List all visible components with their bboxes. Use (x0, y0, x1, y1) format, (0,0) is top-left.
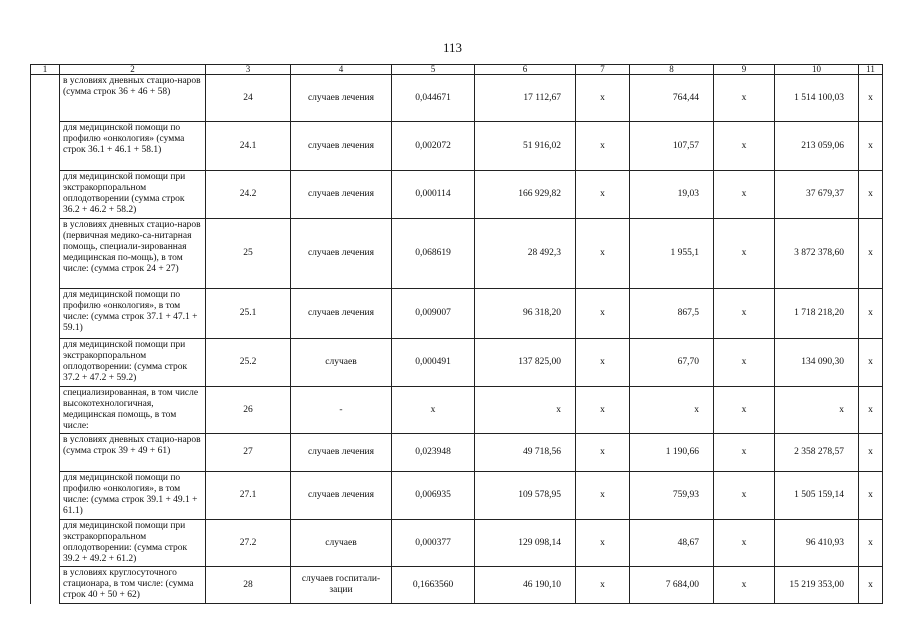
row-description: в условиях дневных стацио-наров (первичная медико-са-нитарная помощь, специали-зированная медицинская по-мощь), в том числе: (сумма строк 24 + 27) (60, 219, 206, 289)
col1-cell (31, 289, 60, 339)
table-row (31, 339, 883, 387)
line-number: 25 (206, 219, 291, 289)
col1-cell (31, 472, 60, 520)
col7-value: x (576, 434, 630, 472)
col5-value: 0,000491 (392, 339, 475, 387)
col7-value: x (576, 122, 630, 171)
col7-value: x (576, 219, 630, 289)
col6-value: 51 916,02 (475, 122, 576, 171)
col10-value: 1 514 100,03 (775, 75, 859, 122)
table-row (31, 219, 883, 289)
row-description: специализированная, в том числе высокотехнологичная, медицинская помощь, в том числе: (60, 387, 206, 434)
col8-value: 48,67 (630, 520, 714, 567)
col1-cell (31, 339, 60, 387)
row-description: для медицинской помощи при экстракорпоральном оплодотворении (сумма строк 36.2 + 46.2 + 58.2) (60, 171, 206, 219)
col6-value: x (475, 387, 576, 434)
col10-value: 1 718 218,20 (775, 289, 859, 339)
col11-value: x (859, 387, 883, 434)
line-number: 25.1 (206, 289, 291, 339)
col10-value: 1 505 159,14 (775, 472, 859, 520)
unit: случаев лечения (291, 289, 392, 339)
col6-value: 17 112,67 (475, 75, 576, 122)
col1-cell (31, 171, 60, 219)
col5-value: 0,002072 (392, 122, 475, 171)
col5-value: 0,068619 (392, 219, 475, 289)
col1-cell (31, 434, 60, 472)
col10-value: 15 219 353,00 (775, 567, 859, 604)
col7-value: x (576, 339, 630, 387)
col8-value: 764,44 (630, 75, 714, 122)
col1-cell (31, 75, 60, 122)
col9-value: x (714, 520, 775, 567)
col11-value: x (859, 289, 883, 339)
col1-cell (31, 122, 60, 171)
col10-value: 213 059,06 (775, 122, 859, 171)
column-number: 9 (714, 65, 775, 75)
col1-cell (31, 567, 60, 604)
col5-value: x (392, 387, 475, 434)
col10-value: 3 872 378,60 (775, 219, 859, 289)
col8-value: 1 955,1 (630, 219, 714, 289)
table-row (31, 122, 883, 171)
unit: случаев госпитали-зации (291, 567, 392, 604)
row-description: для медицинской помощи при экстракорпоральном оплодотворении: (сумма строк 39.2 + 49.2 + 61.2) (60, 520, 206, 567)
column-number: 3 (206, 65, 291, 75)
column-number: 6 (475, 65, 576, 75)
col8-value: 7 684,00 (630, 567, 714, 604)
col5-value: 0,000377 (392, 520, 475, 567)
col10-value: x (775, 387, 859, 434)
column-number: 4 (291, 65, 392, 75)
table-row (31, 472, 883, 520)
col6-value: 49 718,56 (475, 434, 576, 472)
row-description: в условиях дневных стацио-наров (сумма строк 36 + 46 + 58) (60, 75, 206, 122)
unit: случаев лечения (291, 171, 392, 219)
col7-value: x (576, 387, 630, 434)
col7-value: x (576, 520, 630, 567)
col11-value: x (859, 339, 883, 387)
col5-value: 0,006935 (392, 472, 475, 520)
col6-value: 166 929,82 (475, 171, 576, 219)
col1-cell (31, 387, 60, 434)
col11-value: x (859, 122, 883, 171)
row-description: в условиях круглосуточного стационара, в том числе: (сумма строк 40 + 50 + 62) (60, 567, 206, 604)
column-number: 10 (775, 65, 859, 75)
col8-value: 867,5 (630, 289, 714, 339)
col6-value: 129 098,14 (475, 520, 576, 567)
line-number: 27 (206, 434, 291, 472)
line-number: 26 (206, 387, 291, 434)
row-description: для медицинской помощи по профилю «онкология» (сумма строк 36.1 + 46.1 + 58.1) (60, 122, 206, 171)
col9-value: x (714, 219, 775, 289)
col9-value: x (714, 434, 775, 472)
col10-value: 37 679,37 (775, 171, 859, 219)
unit: - (291, 387, 392, 434)
col6-value: 96 318,20 (475, 289, 576, 339)
unit: случаев лечения (291, 219, 392, 289)
unit: случаев лечения (291, 75, 392, 122)
data-table (30, 64, 883, 604)
unit: случаев лечения (291, 472, 392, 520)
col11-value: x (859, 472, 883, 520)
column-number-row (31, 65, 883, 75)
col9-value: x (714, 289, 775, 339)
table-row (31, 387, 883, 434)
table-row (31, 520, 883, 567)
col6-value: 109 578,95 (475, 472, 576, 520)
col11-value: x (859, 434, 883, 472)
col9-value: x (714, 472, 775, 520)
col5-value: 0,009007 (392, 289, 475, 339)
col7-value: x (576, 75, 630, 122)
unit: случаев (291, 520, 392, 567)
col11-value: x (859, 567, 883, 604)
column-number: 7 (576, 65, 630, 75)
column-number: 5 (392, 65, 475, 75)
col5-value: 0,044671 (392, 75, 475, 122)
page-number: 113 (442, 40, 463, 55)
line-number: 24.2 (206, 171, 291, 219)
col5-value: 0,023948 (392, 434, 475, 472)
col8-value: 1 190,66 (630, 434, 714, 472)
col11-value: x (859, 520, 883, 567)
column-number: 1 (31, 65, 60, 75)
col5-value: 0,000114 (392, 171, 475, 219)
row-description: для медицинской помощи по профилю «онкология», в том числе: (сумма строк 37.1 + 47.1 + 59.1) (60, 289, 206, 339)
col6-value: 137 825,00 (475, 339, 576, 387)
table-row (31, 171, 883, 219)
table-row (31, 75, 883, 122)
col9-value: x (714, 339, 775, 387)
col1-cell (31, 520, 60, 567)
col7-value: x (576, 289, 630, 339)
col8-value: 759,93 (630, 472, 714, 520)
col5-value: 0,1663560 (392, 567, 475, 604)
col6-value: 28 492,3 (475, 219, 576, 289)
col10-value: 2 358 278,57 (775, 434, 859, 472)
unit: случаев лечения (291, 122, 392, 171)
unit: случаев (291, 339, 392, 387)
col9-value: x (714, 75, 775, 122)
col8-value: 67,70 (630, 339, 714, 387)
table-row (31, 289, 883, 339)
col9-value: x (714, 171, 775, 219)
column-number: 2 (60, 65, 206, 75)
col9-value: x (714, 567, 775, 604)
col10-value: 134 090,30 (775, 339, 859, 387)
column-number: 8 (630, 65, 714, 75)
col8-value: x (630, 387, 714, 434)
row-description: для медицинской помощи по профилю «онкология», в том числе: (сумма строк 39.1 + 49.1 + 61.1) (60, 472, 206, 520)
table-row (31, 567, 883, 604)
col11-value: x (859, 75, 883, 122)
col9-value: x (714, 122, 775, 171)
col9-value: x (714, 387, 775, 434)
col6-value: 46 190,10 (475, 567, 576, 604)
line-number: 28 (206, 567, 291, 604)
row-description: для медицинской помощи при экстракорпоральном оплодотворении: (сумма строк 37.2 + 47.2 + 59.2) (60, 339, 206, 387)
table-row (31, 434, 883, 472)
col7-value: x (576, 171, 630, 219)
col10-value: 96 410,93 (775, 520, 859, 567)
line-number: 25.2 (206, 339, 291, 387)
row-description: в условиях дневных стацио-наров (сумма строк 39 + 49 + 61) (60, 434, 206, 472)
line-number: 24.1 (206, 122, 291, 171)
col7-value: x (576, 472, 630, 520)
line-number: 27.1 (206, 472, 291, 520)
column-number: 11 (859, 65, 883, 75)
line-number: 24 (206, 75, 291, 122)
unit: случаев лечения (291, 434, 392, 472)
col7-value: x (576, 567, 630, 604)
col8-value: 19,03 (630, 171, 714, 219)
col8-value: 107,57 (630, 122, 714, 171)
line-number: 27.2 (206, 520, 291, 567)
col11-value: x (859, 171, 883, 219)
col11-value: x (859, 219, 883, 289)
col1-cell (31, 219, 60, 289)
